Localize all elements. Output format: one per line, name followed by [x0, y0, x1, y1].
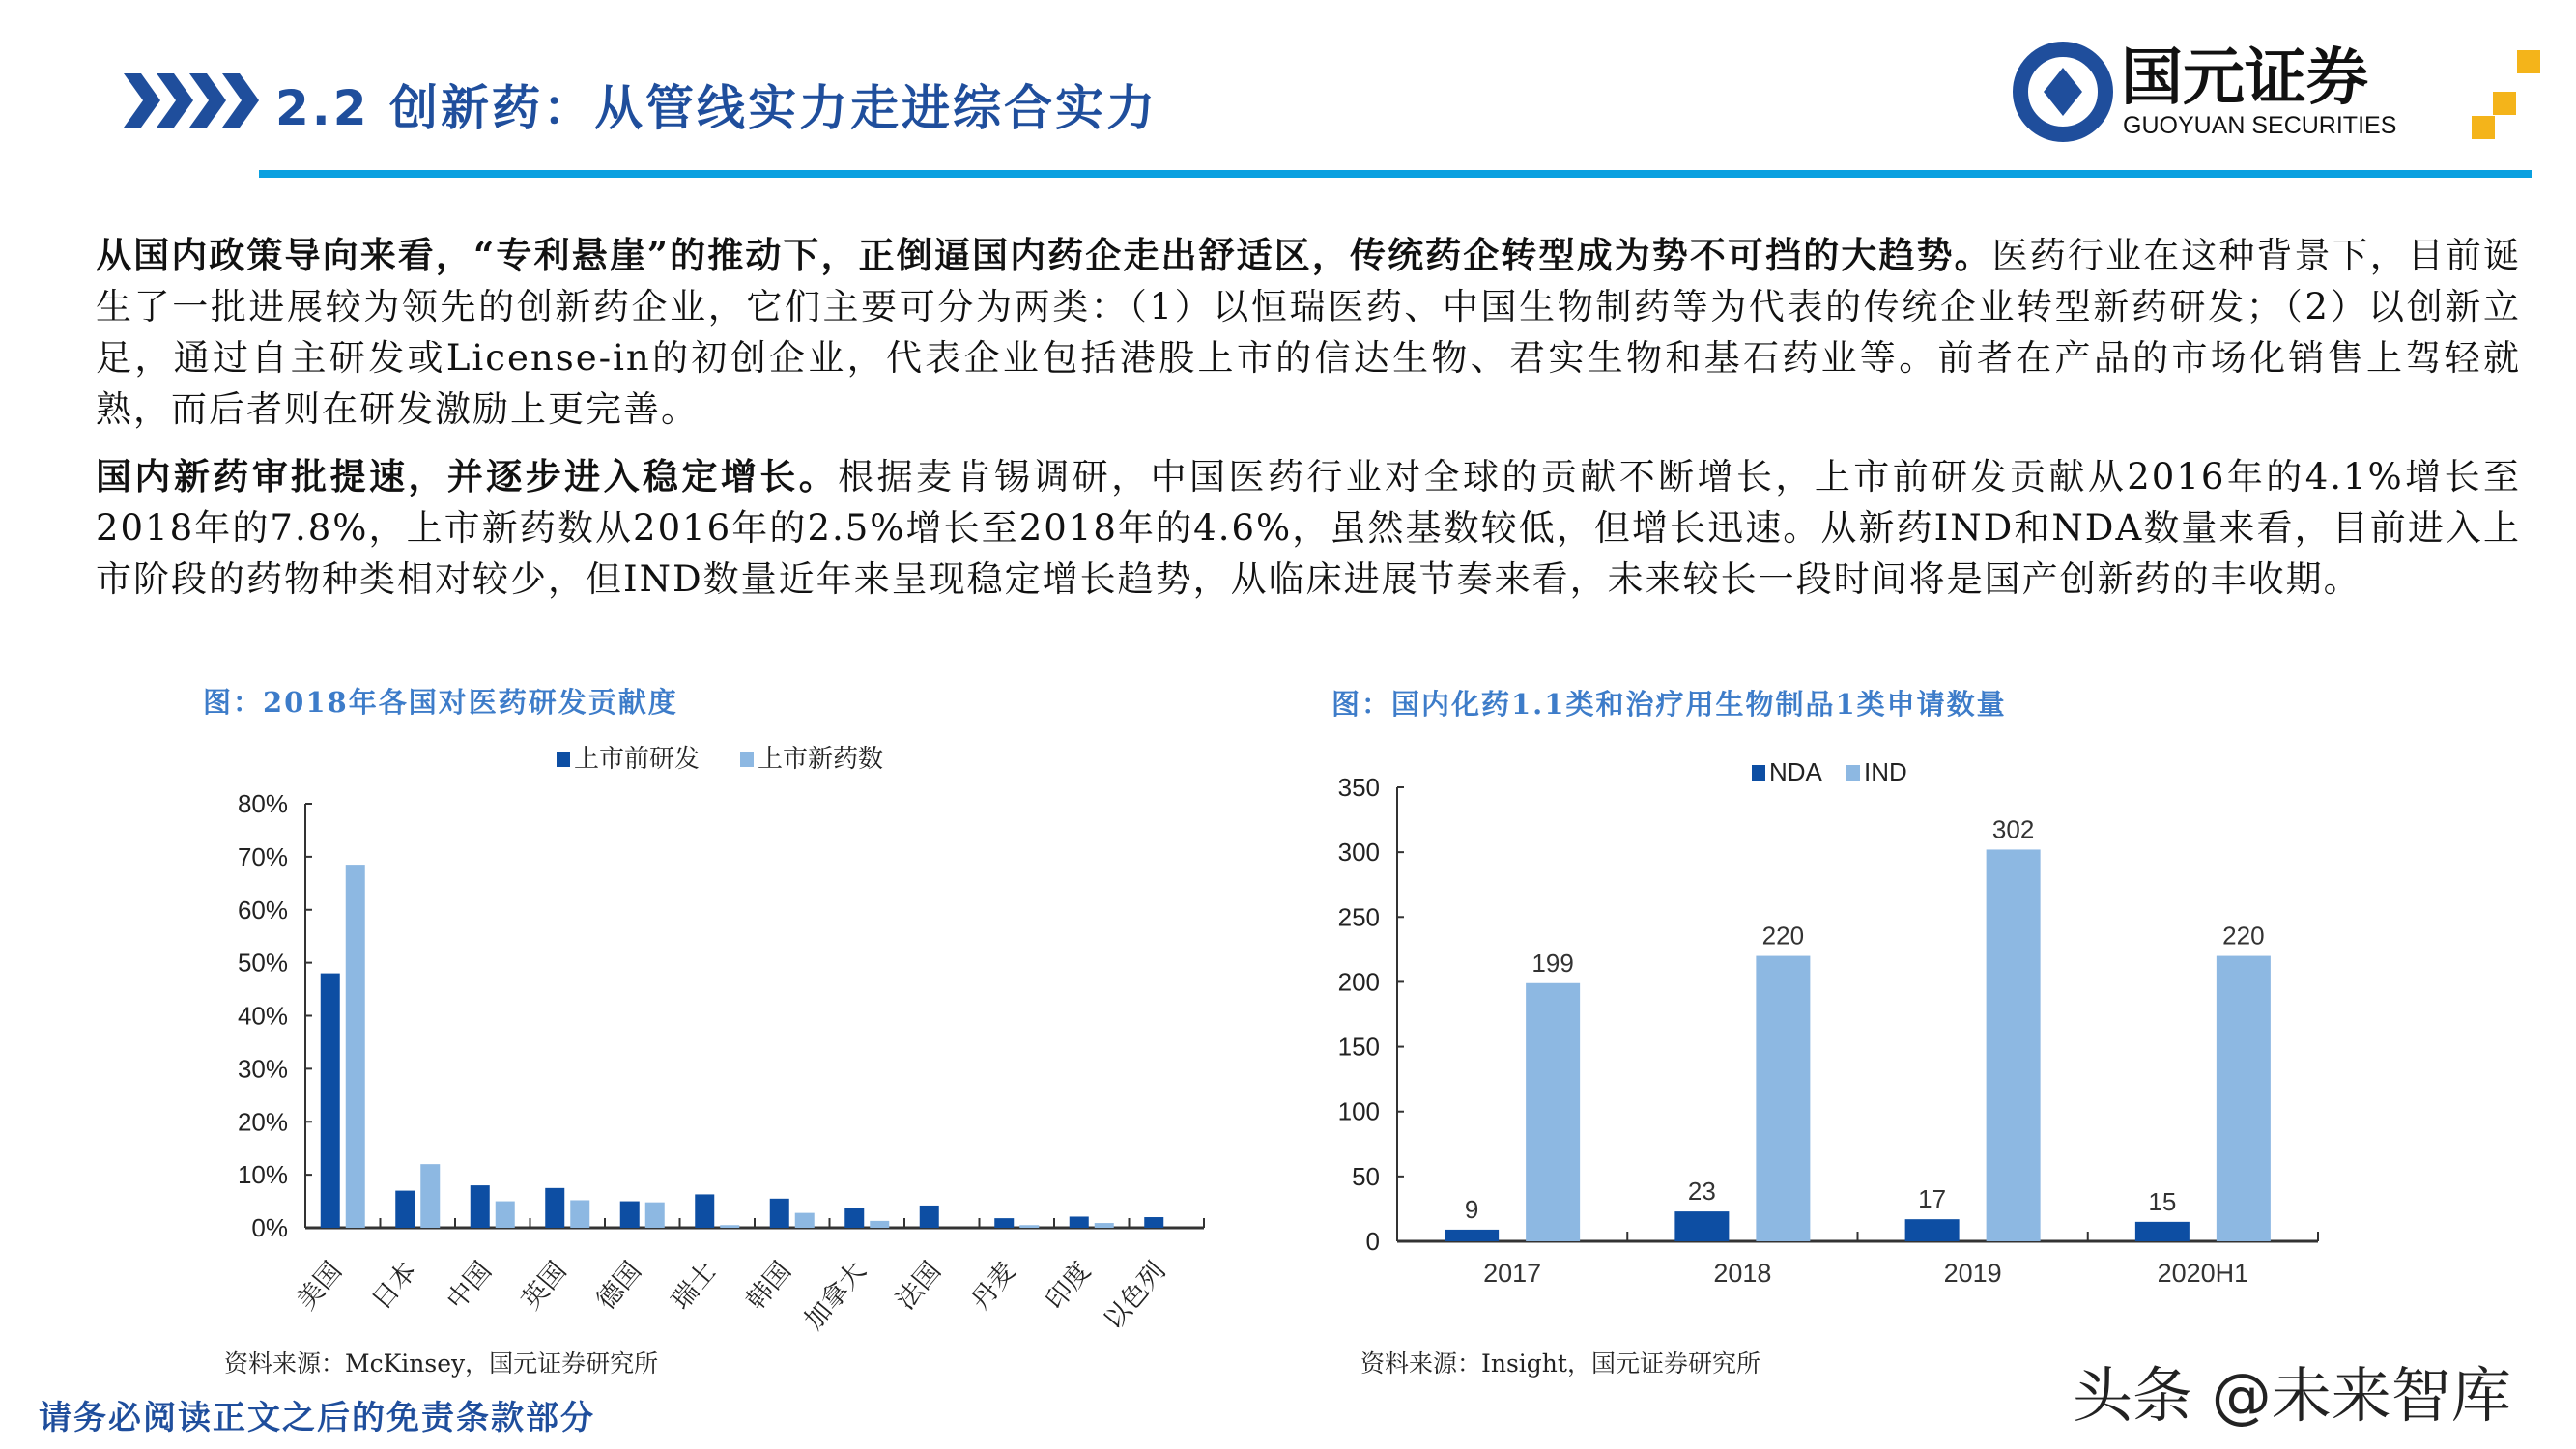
- y-tick-label: 30%: [237, 1054, 288, 1084]
- bar-IND: [1526, 983, 1580, 1241]
- y-tick-label: 100: [1337, 1096, 1380, 1126]
- y-tick-label: 40%: [237, 1001, 288, 1031]
- y-tick-label: 150: [1337, 1032, 1380, 1062]
- x-tick-label: 英国: [516, 1256, 573, 1316]
- para-2-body: 根据麦肯锡调研，中国医药行业对全球的贡献不断增长，上市前研发贡献从2016年的4.1%增长至2018年的7.8%，上市新药数从2016年的2.5%增长至2018年的4.6%，虽然基数较低，但增长迅速。从新药IND和NDA数量来看，目前进入上市阶段的药物种类相对较少，但IND数量近年来呈现稳定增长趋势，从临床进展节奏来看，未来较长一段时间将是国产创新药的丰收期。: [96, 456, 2521, 600]
- x-tick-label: 德国: [590, 1256, 648, 1316]
- chart-2-title: 图：国内化药1.1类和治疗用生物制品1类申请数量: [1331, 688, 2007, 721]
- x-tick-label: 加拿大: [798, 1256, 873, 1336]
- bar-NDA: [1445, 1230, 1499, 1241]
- data-label: 302: [1991, 814, 2035, 844]
- x-tick-label: 以色列: [1098, 1256, 1172, 1336]
- bar-NDA: [1674, 1211, 1729, 1241]
- x-tick-label: 2019: [1943, 1259, 2002, 1288]
- x-tick-label: 丹麦: [965, 1256, 1022, 1316]
- legend-swatch: [1752, 765, 1765, 781]
- y-tick-label: 70%: [237, 841, 288, 871]
- watermark: 头条 @未来智库: [2073, 1360, 2511, 1431]
- bar-NDA: [1905, 1219, 1960, 1241]
- bar-IND: [2217, 956, 2271, 1241]
- para-2-lead: 国内新药审批提速，并逐步进入稳定增长。: [96, 455, 839, 497]
- x-tick-label: 瑞士: [666, 1256, 723, 1316]
- disclaimer-footer: 请务必阅读正文之后的免责条款部分: [39, 1399, 595, 1437]
- y-tick-label: 10%: [237, 1160, 288, 1190]
- legend-label: 上市前研发: [574, 744, 701, 773]
- y-tick-label: 20%: [237, 1107, 288, 1137]
- data-label: 23: [1687, 1177, 1716, 1207]
- x-tick-label: 2018: [1713, 1259, 1772, 1288]
- para-1-body: 医药行业在这种背景下，目前诞生了一批进展较为领先的创新药企业，它们主要可分为两类：（1）以恒瑞医药、中国生物制药等为代表的传统企业转型新药研发；（2）以创新立足，通过自主研发或License-in的初创企业，代表企业包括港股上市的信达生物、君实生物和基石药业等。前者在产品的市场化销售上驾轻就熟，而后者则在研发激励上更完善。: [96, 235, 2522, 430]
- x-tick-label: 法国: [890, 1256, 948, 1316]
- chart-1-source: 资料来源：McKinsey，国元证券研究所: [224, 1350, 659, 1378]
- data-label: 220: [1761, 921, 1805, 951]
- x-tick-label: 中国: [441, 1256, 499, 1316]
- data-label: 15: [2148, 1186, 2177, 1216]
- legend-label: IND: [1864, 757, 1907, 786]
- y-tick-label: 0%: [251, 1213, 288, 1242]
- x-tick-label: 2017: [1483, 1259, 1542, 1288]
- svg-text:国元证券: 国元证券: [2121, 43, 2368, 114]
- bar-NDA: [2135, 1222, 2190, 1241]
- x-tick-label: 2020H1: [2157, 1259, 2249, 1288]
- para-1-lead: 从国内政策导向来看，“专利悬崖”的推动下，正倒逼国内药企走出舒适区，传统药企转型成为势不可挡的大趋势。: [96, 234, 1992, 276]
- data-label: 220: [2222, 921, 2265, 951]
- y-tick-label: 200: [1337, 967, 1380, 997]
- y-tick-label: 350: [1337, 773, 1380, 802]
- y-tick-label: 250: [1337, 902, 1380, 932]
- x-tick-label: 印度: [1040, 1256, 1098, 1316]
- chart-2-source: 资料来源：Insight，国元证券研究所: [1360, 1350, 1760, 1378]
- page-title: 2.2 创新药：从管线实力走进综合实力: [275, 80, 1158, 136]
- x-tick-label: 美国: [291, 1256, 349, 1316]
- y-tick-label: 300: [1337, 838, 1380, 867]
- legend-label: NDA: [1769, 757, 1822, 786]
- svg-text:GUOYUAN SECURITIES: GUOYUAN SECURITIES: [2123, 112, 2397, 139]
- chart-1-title: 图：2018年各国对医药研发贡献度: [203, 686, 678, 719]
- y-tick-label: 50%: [237, 948, 288, 978]
- data-label: 17: [1918, 1184, 1947, 1214]
- legend-swatch: [1846, 765, 1860, 781]
- data-label: 9: [1464, 1194, 1479, 1224]
- bar-IND: [1987, 849, 2041, 1241]
- y-tick-label: 0: [1365, 1227, 1380, 1256]
- data-label: 199: [1531, 948, 1574, 978]
- y-tick-label: 60%: [237, 895, 288, 924]
- x-tick-label: 日本: [366, 1256, 423, 1316]
- y-tick-label: 50: [1352, 1161, 1380, 1191]
- legend-label: 上市新药数: [758, 744, 884, 773]
- bar-IND: [1756, 956, 1810, 1241]
- x-tick-label: 韩国: [740, 1256, 798, 1316]
- y-tick-label: 80%: [237, 789, 288, 818]
